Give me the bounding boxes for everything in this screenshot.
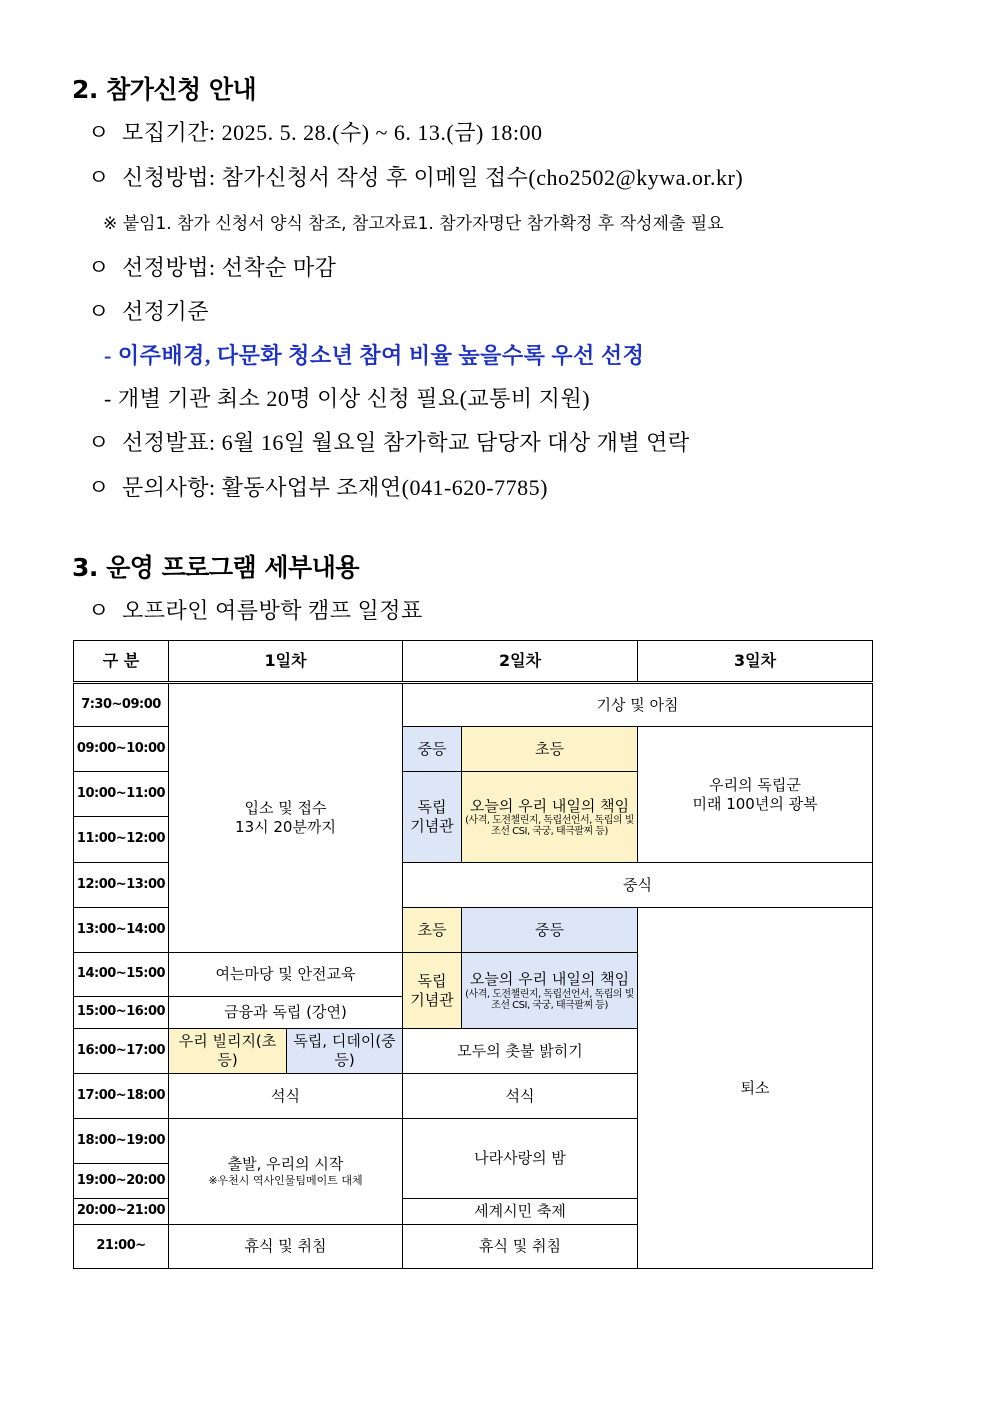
apply-method <box>88 161 743 192</box>
bullet-icon: ㅇ <box>88 430 110 455</box>
header-day3: 3일차 <box>638 641 873 683</box>
header-day2: 2일차 <box>403 641 638 683</box>
d2-book-elementary <box>462 772 638 863</box>
d2-candle: 모두의 촛불 밝히기 <box>403 1029 638 1074</box>
header-category: 구 분 <box>74 641 169 683</box>
time-cell: 11:00~12:00 <box>74 817 169 863</box>
d1-lecture: 금융과 독립 (강연) <box>169 997 403 1029</box>
time-cell: 13:00~14:00 <box>74 908 169 953</box>
bullet-icon: ㅇ <box>88 120 110 145</box>
book-sub: (사격, 도전챌린지, 독립선언서, 독립의 빛 조선 CSI, 국궁, 태극팔찌 등) <box>465 815 634 838</box>
time-cell: 09:00~10:00 <box>74 727 169 772</box>
time-cell: 15:00~16:00 <box>74 997 169 1029</box>
schedule-subtitle <box>88 594 423 625</box>
announce-text: 선정발표: 6월 16일 월요일 참가학교 담당자 대상 개별 연락 <box>122 430 690 455</box>
d2-wake: 기상 및 아침 <box>403 683 873 727</box>
contact-text: 문의사항: 활동사업부 조재연(041-620-7785) <box>122 475 548 500</box>
apply-note: ※ 붙임1. 참가 신청서 양식 참조, 참고자료1. 참가자명단 참가확정 후 작성제출 필요 <box>103 214 724 234</box>
time-cell: 17:00~18:00 <box>74 1074 169 1119</box>
museum-line2: 기념관 <box>410 817 454 835</box>
time-cell: 7:30~09:00 <box>74 683 169 727</box>
lunch: 중식 <box>403 863 873 908</box>
criteria-title <box>88 295 209 326</box>
time-cell: 12:00~13:00 <box>74 863 169 908</box>
book-title: 오늘의 우리 내일의 책임 <box>469 970 630 989</box>
schedule-subtitle-text: 오프라인 여름방학 캠프 일정표 <box>122 598 423 623</box>
criteria-priority: - 이주배경, 다문화 청소년 참여 비율 높을수록 우선 선정 <box>104 343 645 368</box>
recruit-period <box>88 116 542 147</box>
announce <box>88 426 690 457</box>
select-method-text: 선정방법: 선착순 마감 <box>122 255 337 280</box>
d2-museum-elementary <box>403 953 462 1029</box>
d1-dday: 독립, 디데이(중등) <box>287 1029 403 1074</box>
criteria-minimum: - 개별 기관 최소 20명 이상 신청 필요(교통비 지원) <box>104 386 591 411</box>
d2-elementary-label: 초등 <box>462 727 638 772</box>
d2-book-middle <box>462 953 638 1029</box>
select-method <box>88 251 336 282</box>
d2-citizen: 세계시민 축제 <box>403 1199 638 1225</box>
header-day1: 1일차 <box>169 641 403 683</box>
d2-elementary-label: 초등 <box>403 908 462 953</box>
d2-rest: 휴식 및 취침 <box>403 1225 638 1269</box>
d1-checkin-line1: 입소 및 접수 <box>244 799 327 818</box>
d1-dinner: 석식 <box>169 1074 403 1119</box>
time-cell: 21:00~ <box>74 1225 169 1269</box>
d2-middle-label: 중등 <box>403 727 462 772</box>
apply-method-text: 신청방법: 참가신청서 작성 후 이메일 접수(cho2502@kywa.or.kr) <box>122 165 744 190</box>
museum-line1: 독립 <box>417 971 447 990</box>
d2-museum-middle <box>403 772 462 863</box>
table-row <box>74 683 873 727</box>
d3-leave: 퇴소 <box>638 908 873 1269</box>
museum-line1: 독립 <box>417 798 447 817</box>
bullet-icon: ㅇ <box>88 475 110 500</box>
criteria-title-text: 선정기준 <box>122 299 210 324</box>
schedule-table <box>73 640 873 1269</box>
time-cell: 19:00~20:00 <box>74 1164 169 1199</box>
d2-dinner: 석식 <box>403 1074 638 1119</box>
museum-line2: 기념관 <box>410 990 454 1009</box>
time-cell: 10:00~11:00 <box>74 772 169 817</box>
d3-army-line1: 우리의 독립군 <box>709 775 801 794</box>
bullet-icon: ㅇ <box>88 165 110 190</box>
d1-opening: 여는마당 및 안전교육 <box>169 953 403 997</box>
d1-checkin-line2: 13시 20분까지 <box>235 818 336 836</box>
d3-army-line2: 미래 100년의 광복 <box>692 794 818 813</box>
time-cell: 18:00~19:00 <box>74 1119 169 1164</box>
d1-rest: 휴식 및 취침 <box>169 1225 403 1269</box>
recruit-period-text: 모집기간: 2025. 5. 28.(수) ~ 6. 13.(금) 18:00 <box>122 120 543 145</box>
time-cell: 20:00~21:00 <box>74 1199 169 1225</box>
bullet-icon: ㅇ <box>88 598 110 623</box>
book-title: 오늘의 우리 내일의 책임 <box>469 796 630 815</box>
bullet-icon: ㅇ <box>88 255 110 280</box>
d1-depart-title: 출발, 우리의 시작 <box>227 1155 344 1174</box>
d2-middle-label: 중등 <box>462 908 638 953</box>
table-header-row <box>74 641 873 683</box>
d3-army <box>638 727 873 863</box>
d1-depart-note: ※우천시 역사인물팀메이트 대체 <box>208 1174 363 1187</box>
section-2-title: 2. 참가신청 안내 <box>72 75 257 104</box>
contact <box>88 471 548 502</box>
section-3-title: 3. 운영 프로그램 세부내용 <box>72 553 360 582</box>
d2-patriot: 나라사랑의 밤 <box>403 1119 638 1199</box>
book-sub: (사격, 도전챌린지, 독립선언서, 독립의 빛 조선 CSI, 국궁, 태극팔찌 등) <box>465 988 634 1011</box>
d1-checkin <box>169 683 403 953</box>
bullet-icon: ㅇ <box>88 299 110 324</box>
d1-village: 우리 빌리지(초등) <box>169 1029 287 1074</box>
d1-depart <box>169 1119 403 1225</box>
time-cell: 16:00~17:00 <box>74 1029 169 1074</box>
time-cell: 14:00~15:00 <box>74 953 169 997</box>
